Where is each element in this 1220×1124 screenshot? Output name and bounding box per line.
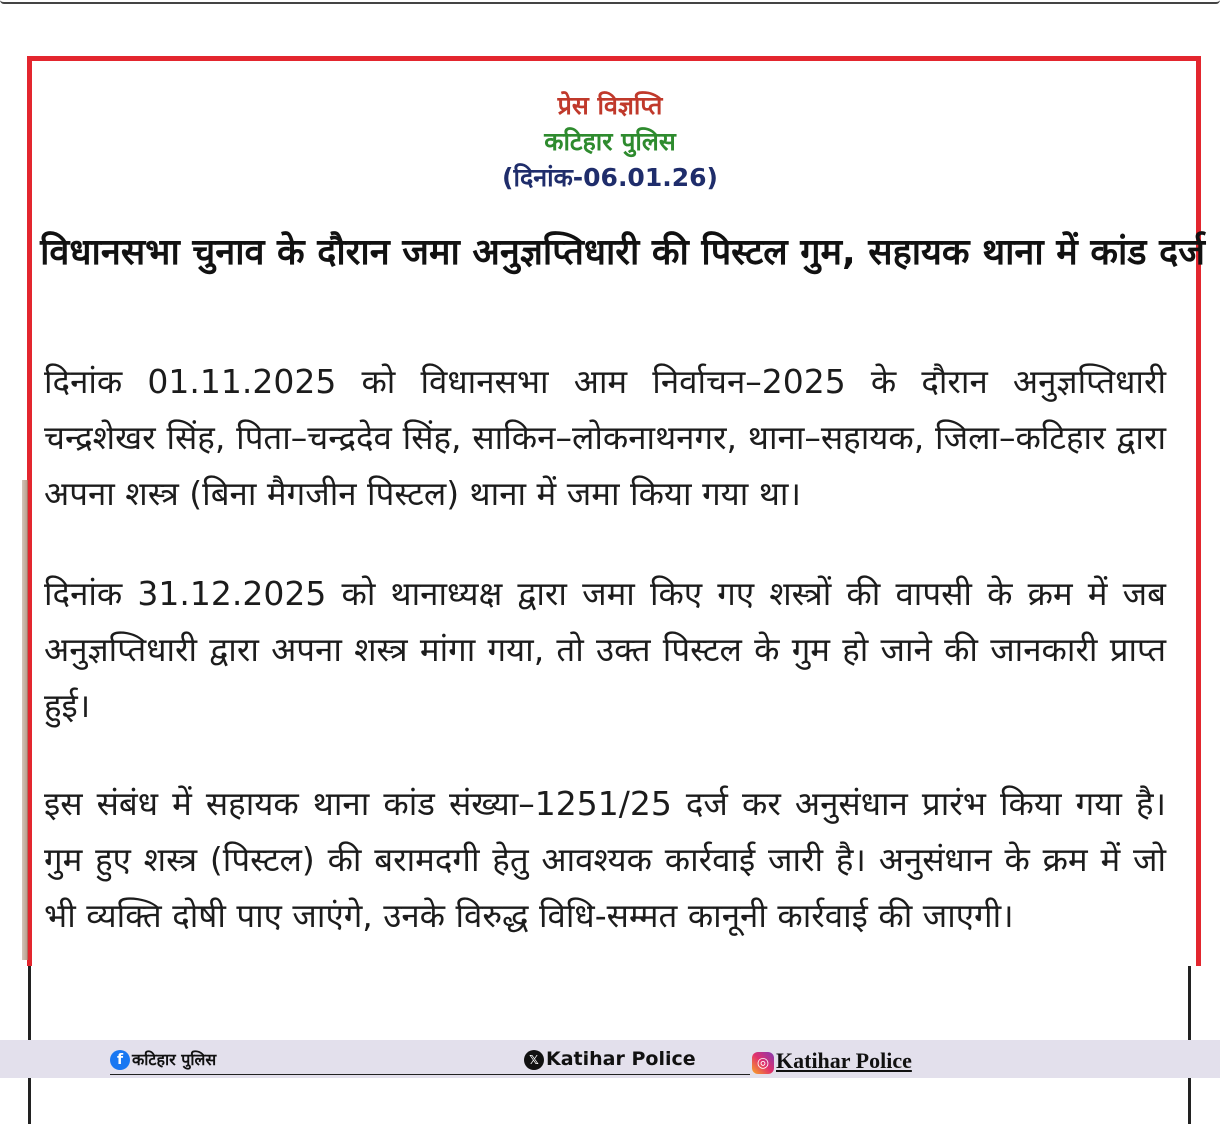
instagram-handle: Katihar Police: [776, 1048, 912, 1073]
facebook-icon: f: [110, 1050, 130, 1070]
x-icon: 𝕏: [524, 1050, 544, 1070]
press-release-label: प्रेस विज्ञप्ति: [557, 91, 663, 120]
social-footer: [0, 1040, 1220, 1078]
paragraph-1: दिनांक 01.11.2025 को विधानसभा आम निर्वाचन–2025 के दौरान अनुज्ञप्तिधारी चन्द्रशेखर सिंह, पिता–चन्द्रदेव सिंह, साकिन–लोकनाथनगर, थाना–सहायक, जिला–कटिहार द्वारा अपना शस्त्र (बिना मैगजीन पिस्टल) थाना में जमा किया गया था।: [44, 362, 1166, 513]
instagram-icon: ◎: [752, 1052, 774, 1074]
top-divider: [0, 0, 1220, 4]
organization-name: कटिहार पुलिस: [544, 127, 676, 156]
headline: विधानसभा चुनाव के दौरान जमा अनुज्ञप्तिधारी की पिस्टल गुम, सहायक थाना में कांड दर्ज: [40, 232, 1205, 273]
frame-edge-right-bottom: [1188, 1078, 1191, 1124]
frame-edge-left-bottom: [28, 1078, 31, 1124]
press-release-header: [0, 88, 1220, 196]
facebook-handle: कटिहार पुलिस: [132, 1050, 217, 1069]
frame-edge-left: [28, 966, 31, 1040]
left-edge-shadow: [22, 480, 28, 960]
paragraph-3: इस संबंध में सहायक थाना कांड संख्या–1251/25 दर्ज कर अनुसंधान प्रारंभ किया गया है। गुम हुए शस्त्र (पिस्टल) की बरामदगी हेतु आवश्यक कार्रवाई जारी है। अनुसंधान के क्रम में जो भी व्यक्ति दोषी पाए जाएंगे, उनके विरुद्ध विधि-सम्मत कानूनी कार्रवाई की जाएगी।: [44, 784, 1166, 935]
instagram-link[interactable]: [752, 1048, 912, 1074]
paragraph-2: दिनांक 31.12.2025 को थानाध्यक्ष द्वारा जमा किए गए शस्त्रों की वापसी के क्रम में जब अनुज्ञप्तिधारी द्वारा अपना शस्त्र मांगा गया, तो उक्त पिस्टल के गुम हो जाने की जानकारी प्राप्त हुई।: [44, 574, 1166, 725]
frame-edge-right: [1188, 966, 1191, 1040]
x-handle: Katihar Police: [546, 1048, 696, 1070]
x-link[interactable]: [524, 1048, 750, 1075]
facebook-link[interactable]: [110, 1048, 525, 1075]
release-date: (दिनांक-06.01.26): [502, 163, 718, 192]
